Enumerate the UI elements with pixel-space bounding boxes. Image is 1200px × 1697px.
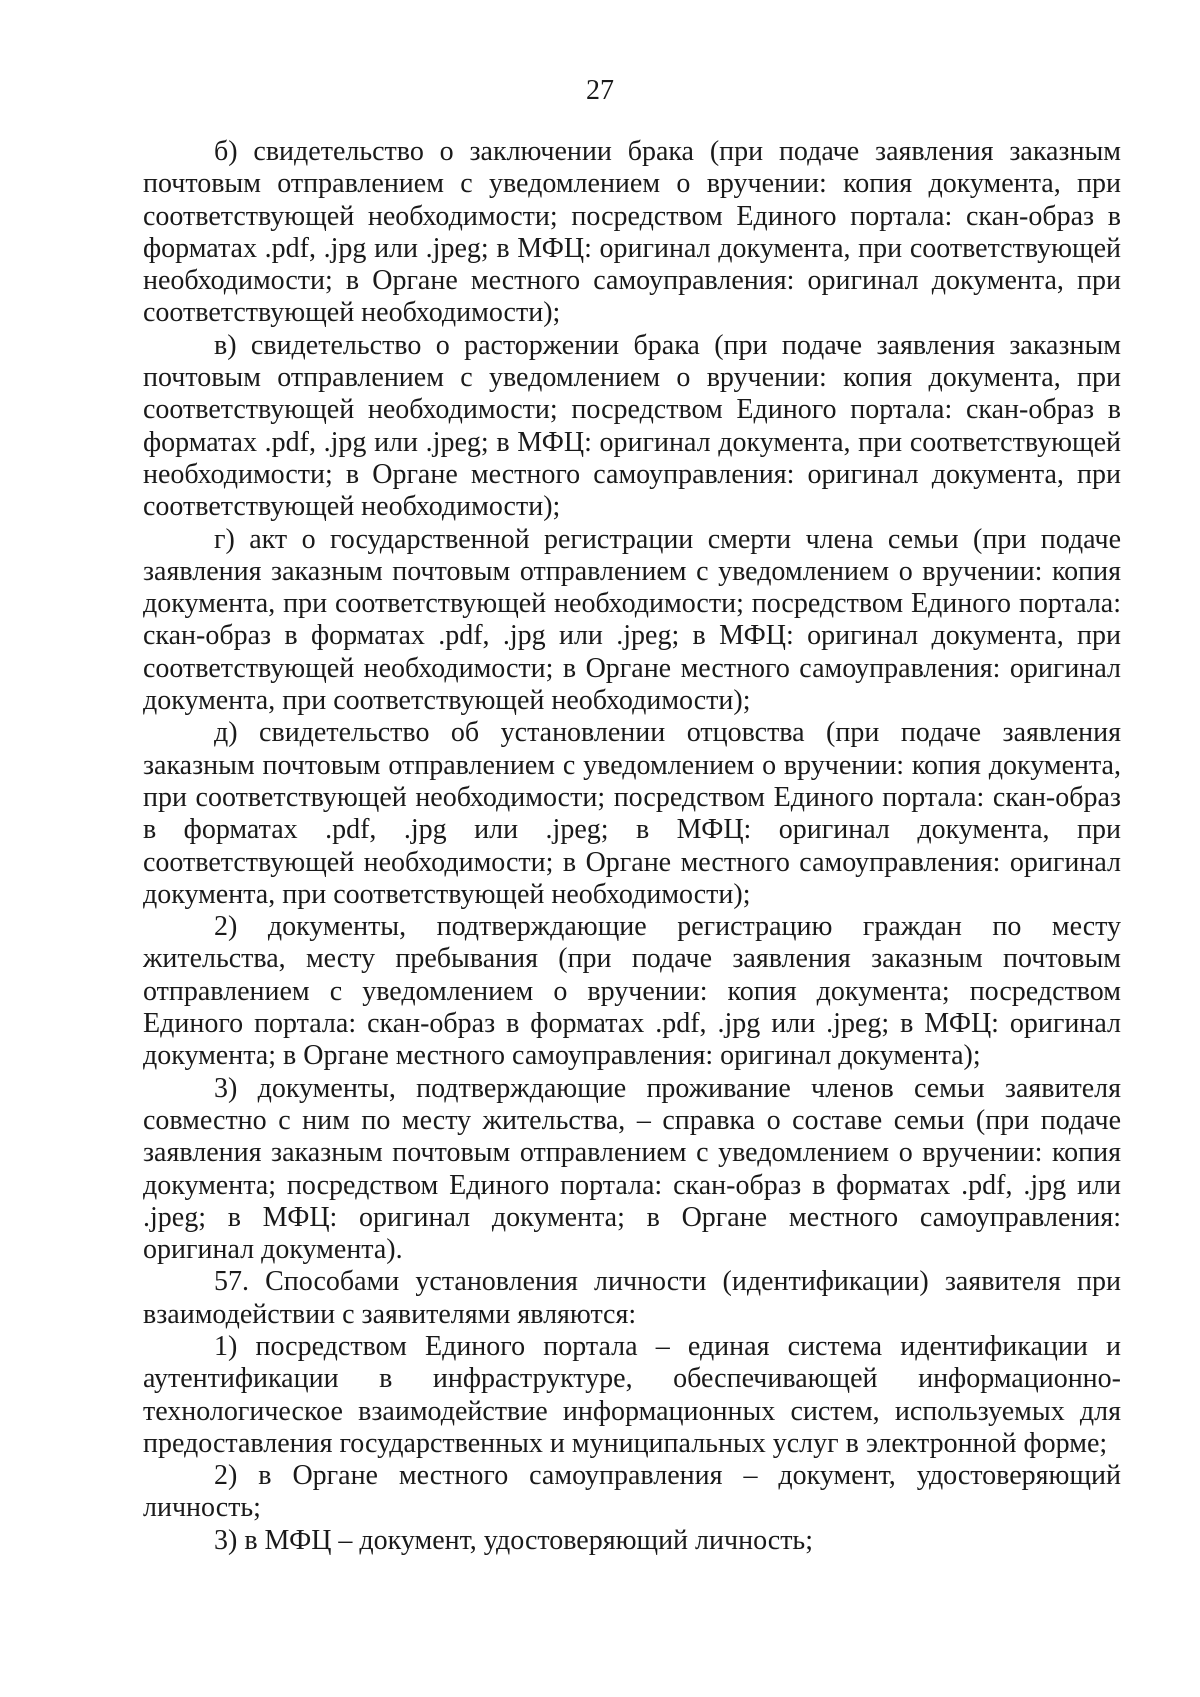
paragraph-57-identification-methods: 57. Способами установления личности (идентификации) заявителя при взаимодействии с заявителями являются: xyxy=(143,1266,1121,1330)
paragraph-57-3-mfc: 3) в МФЦ – документ, удостоверяющий личность; xyxy=(214,1524,813,1556)
document-body xyxy=(143,136,1121,1557)
paragraph-g-death-record: г) акт о государственной регистрации смерти члена семьи (при подаче заявления заказным почтовым отправлением с уведомлением о вручении: копия документа, при соответствующей необходимости; посредством Единого портала: скан-образ в форматах .pdf, .jpg или .jpeg; в МФЦ: оригинал документа, при соответствующей необходимости; в Органе местного самоуправления: оригинал документа, при соответствующей необходимости); xyxy=(143,523,1121,717)
paragraph-b-marriage-certificate: б) свидетельство о заключении брака (при подаче заявления заказным почтовым отправлением с уведомлением о вручении: копия документа, при соответствующей необходимости; посредством Единого портала: скан-образ в форматах .pdf, .jpg или .jpeg; в МФЦ: оригинал документа, при соответствующей необходимости; в Органе местного самоуправления: оригинал документа, при соответствующей необходимости); xyxy=(143,136,1121,329)
paragraph-d-paternity-certificate: д) свидетельство об установлении отцовства (при подаче заявления заказным почтовым отправлением с уведомлением о вручении: копия документа, при соответствующей необходимости; посредством Единого портала: скан-образ в форматах .pdf, .jpg или .jpeg; в МФЦ: оригинал документа, при соответствующей необходимости; в Органе местного самоуправления: оригинал документа, при соответствующей необходимости); xyxy=(143,717,1121,910)
paragraph-2-registration-documents: 2) документы, подтверждающие регистрацию граждан по месту жительства, месту пребывания (при подаче заявления заказным почтовым отправлением с уведомлением о вручении: копия документа; посредством Единого портала: скан-образ в форматах .pdf, .jpg или .jpeg; в МФЦ: оригинал документа; в Органе местного самоуправления: оригинал документа); xyxy=(143,911,1121,1072)
paragraph-57-2-local-authority: 2) в Органе местного самоуправления – документ, удостоверяющий личность; xyxy=(143,1460,1121,1524)
paragraph-3-family-residence-documents: 3) документы, подтверждающие проживание членов семьи заявителя совместно с ним по месту жительства, – справка о составе семьи (при подаче заявления заказным почтовым отправлением с уведомлением о вручении: копия документа; посредством Единого портала: скан-образ в форматах .pdf, .jpg или .jpeg; в МФЦ: оригинал документа; в Органе местного самоуправления: оригинал документа). xyxy=(143,1072,1121,1266)
paragraph-57-1-single-portal: 1) посредством Единого портала – единая система идентификации и аутентификации в инфраструктуре, обеспечивающей информационно-технологическое взаимодействие информационных систем, используемых для предоставления государственных и муниципальных услуг в электронной форме; xyxy=(143,1330,1121,1459)
paragraph-v-divorce-certificate: в) свидетельство о расторжении брака (при подаче заявления заказным почтовым отправлением с уведомлением о вручении: копия документа, при соответствующей необходимости; посредством Единого портала: скан-образ в форматах .pdf, .jpg или .jpeg; в МФЦ: оригинал документа, при соответствующей необходимости; в Органе местного самоуправления: оригинал документа, при соответствующей необходимости); xyxy=(143,329,1121,523)
page-number: 27 xyxy=(586,75,614,106)
